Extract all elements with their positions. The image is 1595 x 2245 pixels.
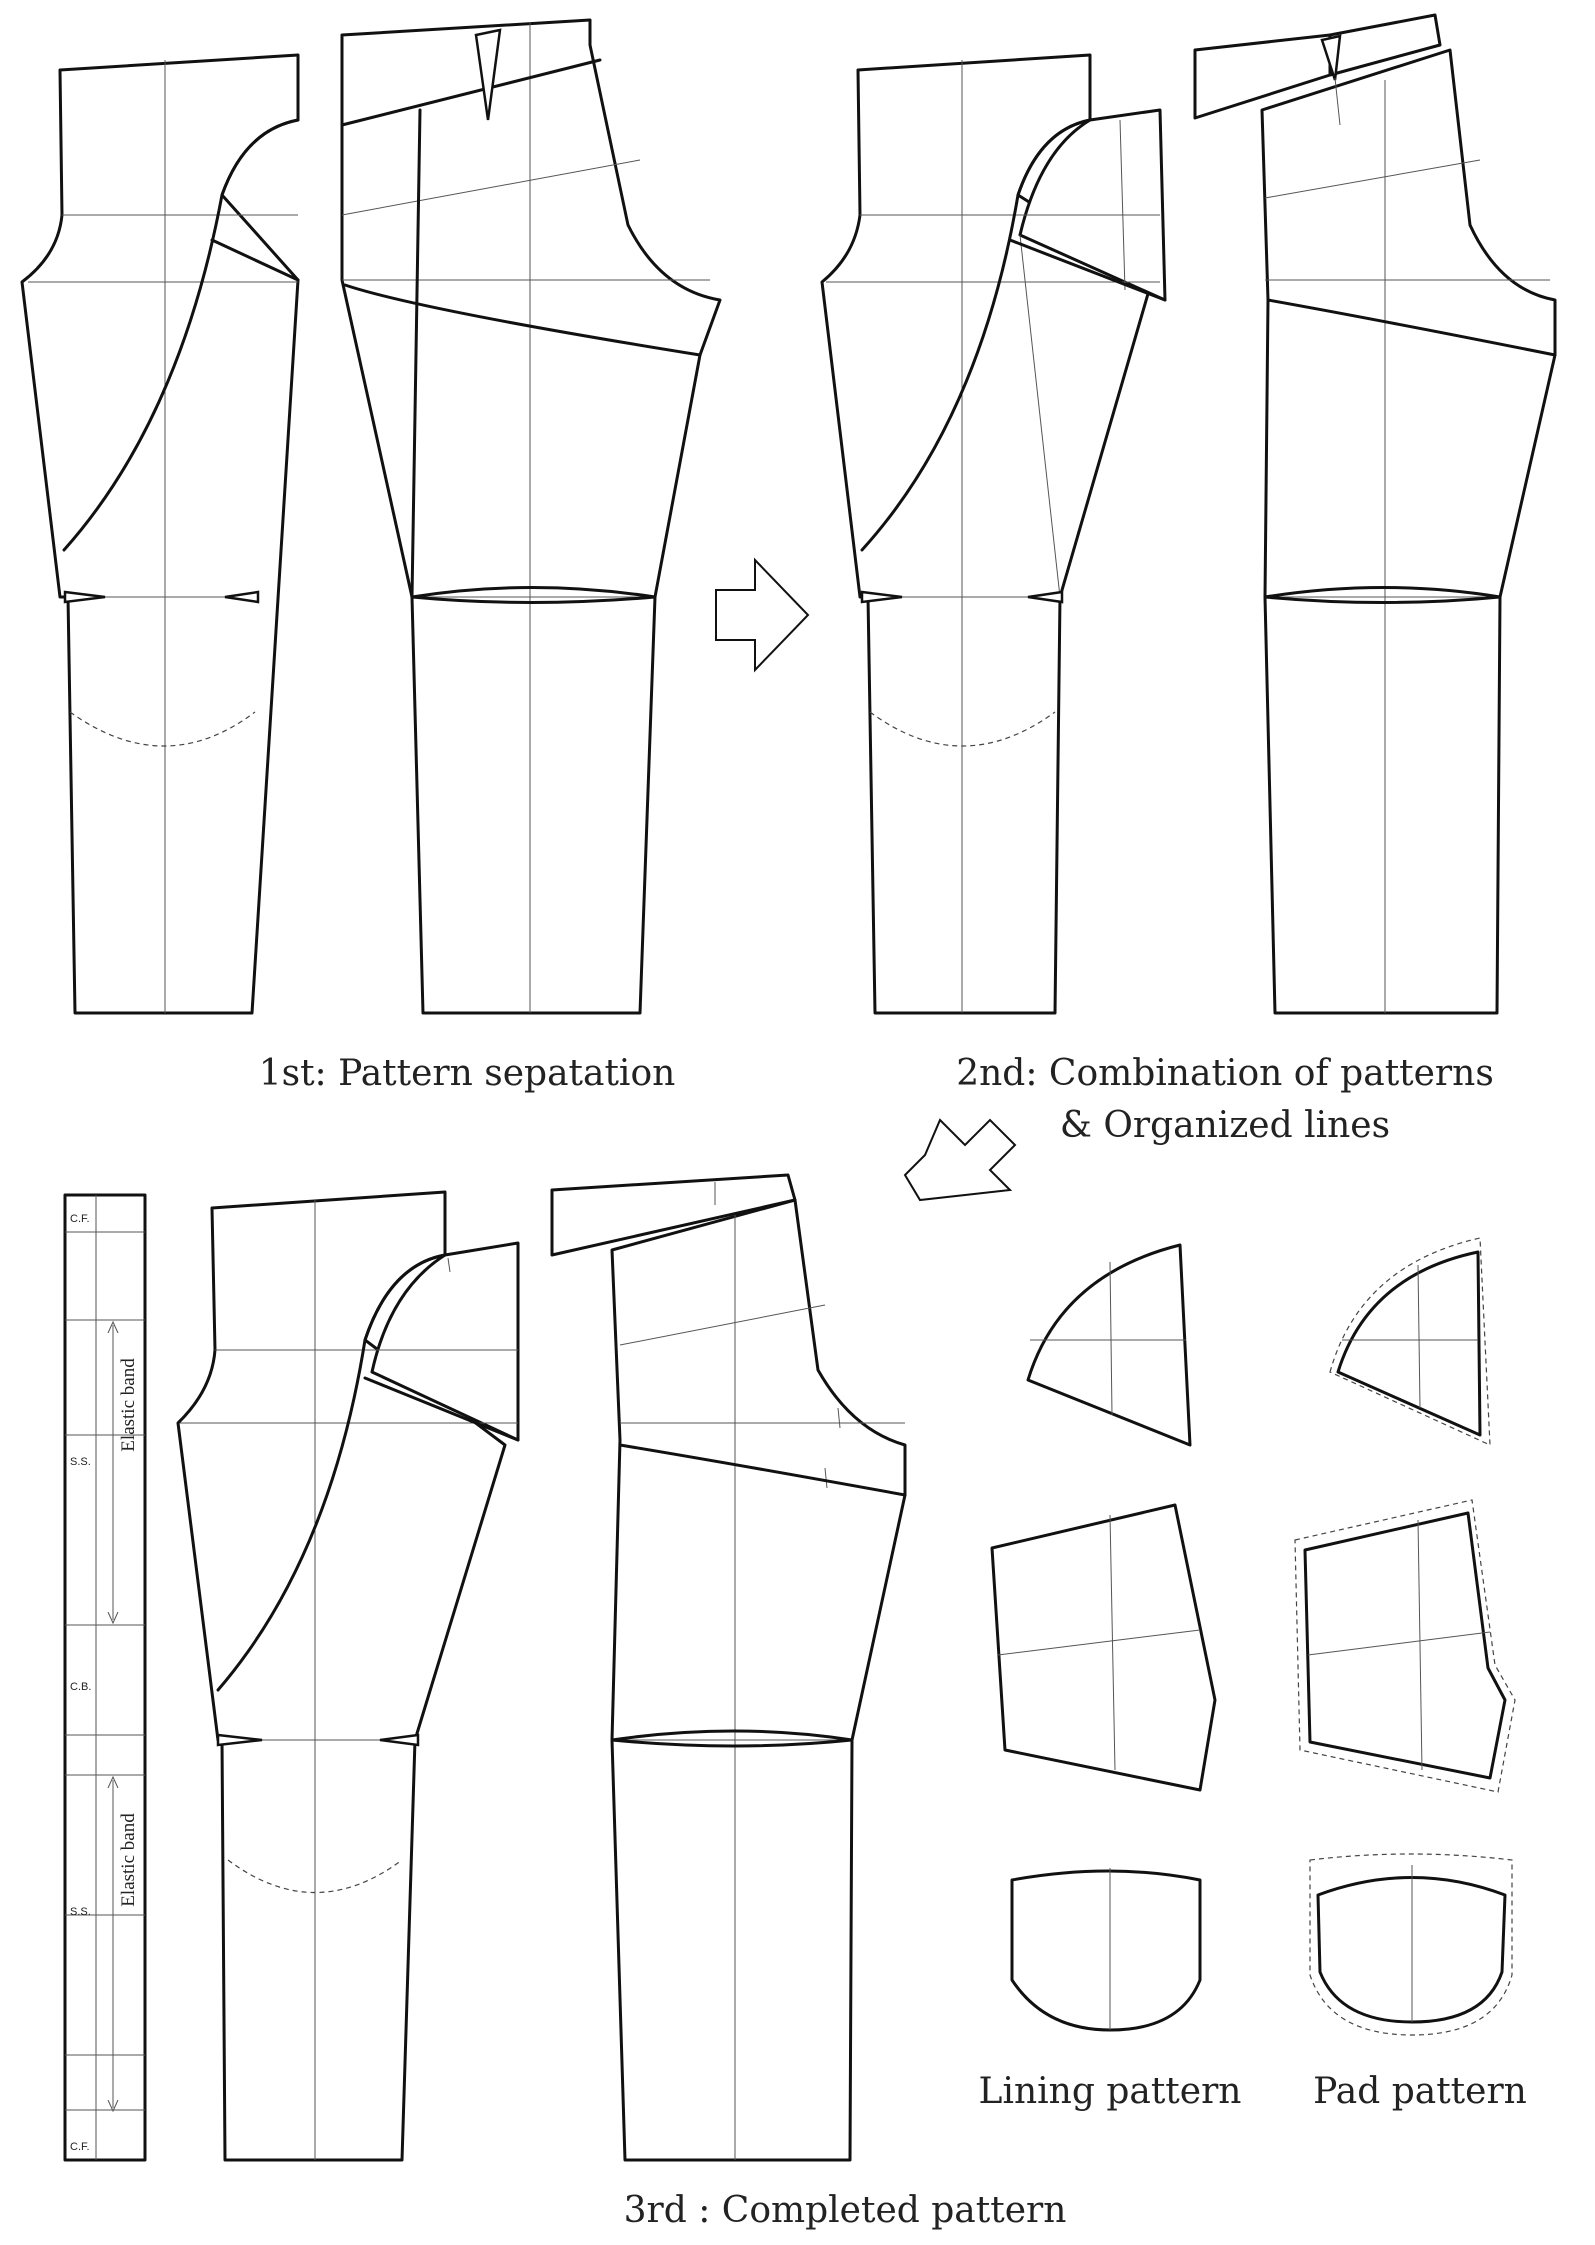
step3-back-piece xyxy=(552,1175,905,2160)
pad-piece-bottom xyxy=(1310,1854,1512,2035)
lining-pattern-caption: Lining pattern xyxy=(978,2071,1242,2112)
step2-back-piece xyxy=(1195,15,1555,1013)
step2-caption-line2: & Organized lines xyxy=(1059,1105,1391,1146)
step1-back-piece xyxy=(342,20,720,1013)
lining-piece-top xyxy=(1028,1245,1190,1445)
waistband-mark-cb: C.B. xyxy=(70,1681,92,1693)
waistband-mark-cf-bottom: C.F. xyxy=(70,2141,90,2153)
waistband-mark-ss-1: S.S. xyxy=(70,1456,91,1468)
down-left-arrow-icon xyxy=(905,1120,1015,1200)
right-arrow-icon xyxy=(716,560,808,670)
waistband-mark-ss-2: S.S. xyxy=(70,1906,91,1918)
step3-caption: 3rd : Completed pattern xyxy=(623,2190,1067,2231)
pad-piece-top xyxy=(1330,1238,1490,1445)
pad-piece-middle xyxy=(1295,1500,1515,1792)
lining-piece-bottom xyxy=(1012,1868,1200,2030)
pad-pattern-caption: Pad pattern xyxy=(1313,2071,1527,2112)
step1-front-piece xyxy=(22,55,298,1013)
elastic-band-label-1: Elastic band xyxy=(118,1358,139,1452)
step2-front-piece xyxy=(822,55,1165,1013)
lining-piece-middle xyxy=(992,1505,1215,1790)
step1-caption: 1st: Pattern sepatation xyxy=(258,1053,676,1094)
step3-front-piece xyxy=(178,1192,518,2160)
step2-caption-line1: 2nd: Combination of patterns xyxy=(956,1053,1494,1094)
elastic-band-label-2: Elastic band xyxy=(118,1813,139,1907)
waistband-mark-cf-top: C.F. xyxy=(70,1213,90,1225)
waistband-strip xyxy=(65,1195,145,2160)
